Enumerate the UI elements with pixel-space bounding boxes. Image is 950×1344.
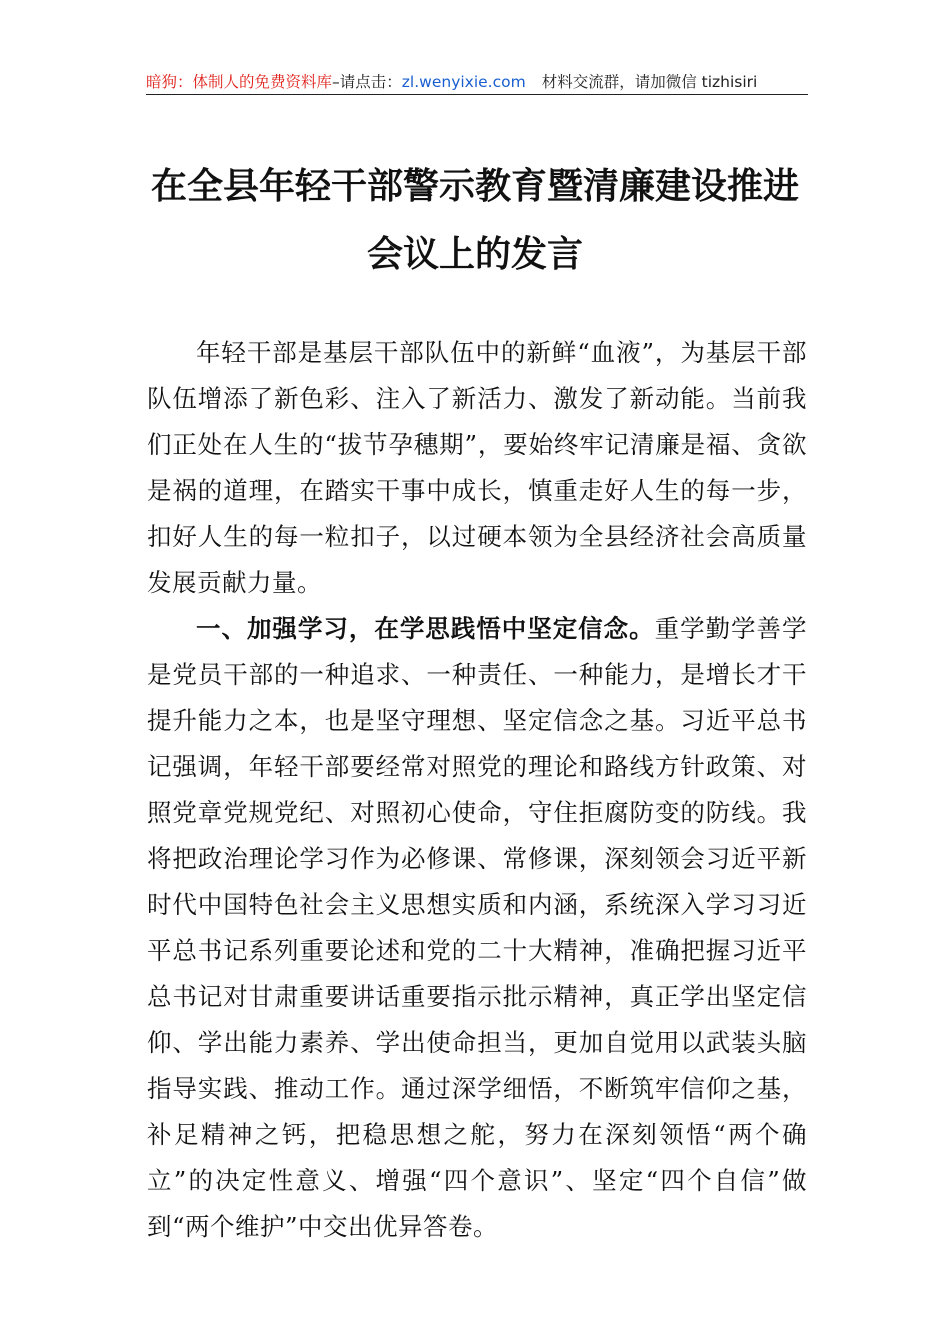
document-title-line1: 在全县年轻干部警示教育暨清廉建设推进 xyxy=(150,165,799,207)
section-1-text: 重学勤学善学是党员干部的一种追求、一种责任、一种能力，是增长才干提升能力之本，也是坚守理想、坚定信念之基。习近平总书记强调，年轻干部要经常对照党的理论和路线方针政策、对照党章党规党纪、对照初心使命，守住拒腐防变的防线。我将把政治理论学习作为必修课、常修课，深刻领会习近平新时代中国特色社会主义思想实质和内涵，系统深入学习习近平总书记系列重要论述和党的二十大精神，准确把握习近平总书记对甘肃重要讲话重要指示批示精神，真正学出坚定信仰、学出能力素养、学出使命担当，更加自觉用以武装头脑指导实践、推动工作。通过深学细悟，不断筑牢信仰之基，补足精神之钙，把稳思想之舵，努力在深刻领悟“两个确立”的决定性意义、增强“四个意识”、坚定“四个自信”做到“两个维护”中交出优异答卷。 xyxy=(147,614,808,1241)
header-click-prompt: –请点击： xyxy=(332,73,402,91)
document-body xyxy=(147,330,807,1250)
header-group-info: 材料交流群，请加微信 tizhisiri xyxy=(541,73,758,91)
header-url-link[interactable]: zl.wenyixie.com xyxy=(401,73,526,91)
header-brand: 暗狗：体制人的免费资料库 xyxy=(146,73,333,91)
section-1-heading: 一、加强学习，在学思践悟中坚定信念。 xyxy=(196,614,655,643)
paragraph-section-1 xyxy=(147,606,807,1250)
document-title-line2: 会议上的发言 xyxy=(366,233,583,275)
paragraph-intro xyxy=(147,330,807,606)
paragraph-intro-text: 年轻干部是基层干部队伍中的新鲜“血液”，为基层干部队伍增添了新色彩、注入了新活力、激发了新动能。当前我们正处在人生的“拔节孕穗期”，要始终牢记清廉是福、贪欲是祸的道理，在踏实干事中成长，慎重走好人生的每一步，扣好人生的每一粒扣子，以过硬本领为全县经济社会高质量发展贡献力量。 xyxy=(147,338,807,597)
header-banner xyxy=(146,70,808,95)
